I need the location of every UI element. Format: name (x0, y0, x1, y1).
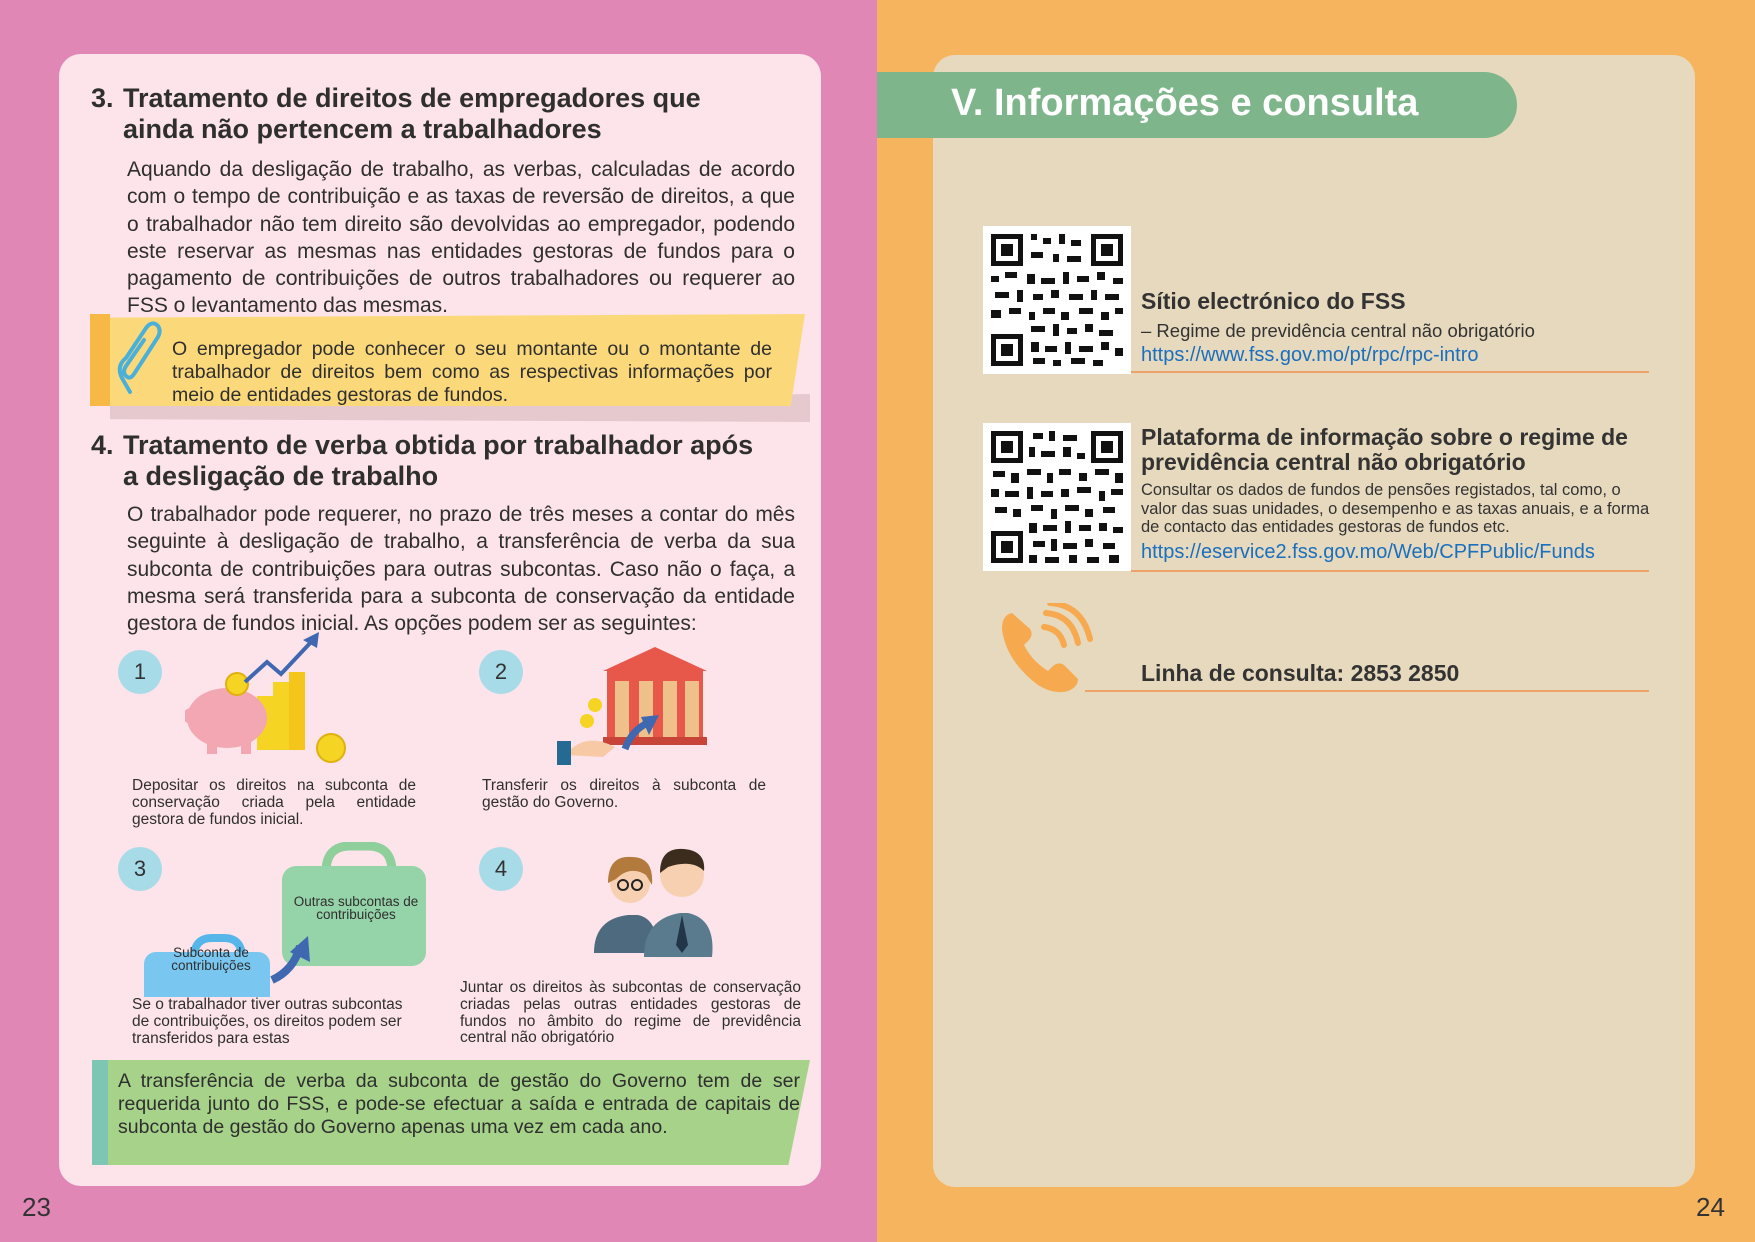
phone-icon (998, 603, 1093, 698)
divider-line (1085, 690, 1649, 692)
section-banner-title: V. Informações e consulta (951, 82, 1419, 124)
case-label-contributions-subaccount: Subconta de contribuições (171, 945, 251, 973)
fss-website-subtitle: – Regime de previdência central não obrigatório (1141, 320, 1535, 341)
section4-title-line1: Tratamento de verba obtida por trabalhador após (123, 430, 754, 460)
option-number-1: 1 (118, 650, 162, 694)
section3-title-line1: Tratamento de direitos de empregadores que (123, 83, 701, 113)
option-text-3: Se o trabalhador tiver outras subcontas de contribuições, os direitos podem ser transferidos para estas (132, 996, 403, 1047)
qr-code-icon (983, 423, 1131, 571)
cpf-platform-title-line1: Plataforma de informação sobre o regime de (1141, 424, 1628, 450)
section4-body: O trabalhador pode requerer, no prazo de três meses a contar do mês seguinte à desligação de trabalho, a transferência de verba da sua subconta de contribuições para outras subcontas. Caso não o faça, a mesma será transferida para a subconta de conservação da entidade gestora de fundos inicial. As opções podem ser as seguintes: (127, 503, 795, 636)
section3-number: 3. (91, 83, 114, 113)
section4-number: 4. (91, 430, 114, 460)
section3-body: Aquando da desligação de trabalho, as verbas, calculadas de acordo com o tempo de contribuição e as taxas de reversão de direitos, a que o trabalhador não tem direito são devolvidas ao empregador, podendo este reservar as mesmas nas entidades gestoras de fundos para o pagamento de contribuições de outros trabalhadores ou requerer ao FSS o levantamento das mesmas. (127, 158, 795, 318)
section3-title-line2: ainda não pertencem a trabalhadores (123, 114, 602, 144)
cpf-platform-title-line2: previdência central não obrigatório (1141, 449, 1526, 475)
fss-website-title: Sítio electrónico do FSS (1141, 288, 1406, 314)
government-building-icon (555, 645, 710, 765)
cpf-platform-title (1141, 425, 1681, 475)
fss-website-link[interactable]: https://www.fss.gov.mo/pt/rpc/rpc-intro (1141, 344, 1479, 366)
section4-note (92, 1060, 812, 1168)
option-text-2: Transferir os direitos à subconta de gestão do Governo. (482, 777, 766, 811)
option-text-1: Depositar os direitos na subconta de conservação criada pela entidade gestora de fundos inicial. (132, 777, 416, 828)
option-text-4: Juntar os direitos às subcontas de conservação criadas pelas outras entidades gestoras de fundos no âmbito do regime de previdência central não obrigatório (460, 979, 801, 1047)
note-tab (90, 314, 110, 406)
divider-line (1131, 570, 1649, 572)
cpf-platform-link[interactable]: https://eservice2.fss.gov.mo/Web/CPFPublic/Funds (1141, 541, 1595, 563)
option-number-3: 3 (118, 847, 162, 891)
section-banner (877, 72, 1517, 138)
paperclip-icon (116, 318, 162, 398)
section4-title-line2: a desligação de trabalho (123, 461, 439, 491)
section3-note-text: O empregador pode conhecer o seu montante ou o montante de trabalhador de direitos bem como as respectivas informações por meio de entidades gestoras de fundos. (172, 338, 772, 406)
case-label-other-subaccounts: Outras subcontas de contribuições (293, 894, 419, 922)
section4-heading (91, 430, 821, 492)
piggy-bank-coins-icon (185, 630, 350, 765)
cpf-platform-description: Consultar os dados de fundos de pensões registados, tal como, o valor das suas unidades, o desempenho e as taxas anuais, e a forma de contacto das entidades gestoras de fundos etc. (1141, 481, 1650, 537)
qr-code-fss-website (983, 226, 1131, 374)
divider-line (1131, 371, 1649, 373)
page-number-left: 23 (22, 1192, 51, 1222)
qr-code-cpf-platform (983, 423, 1131, 571)
two-people-icon (588, 835, 716, 960)
page-number-right: 24 (1696, 1192, 1725, 1222)
section3-heading (91, 83, 811, 145)
section4-note-text: A transferência de verba da subconta de gestão do Governo tem de ser requerida junto do FSS, e pode-se efectuar a saída e entrada de capitais de subconta de gestão do Governo apenas uma vez em cada ano. (118, 1070, 800, 1138)
section3-note (90, 314, 805, 406)
consultation-hotline: Linha de consulta: 2853 2850 (1141, 660, 1460, 686)
option-number-2: 2 (479, 650, 523, 694)
option-number-4: 4 (479, 847, 523, 891)
note-tab (92, 1060, 108, 1165)
qr-code-icon (983, 226, 1131, 374)
